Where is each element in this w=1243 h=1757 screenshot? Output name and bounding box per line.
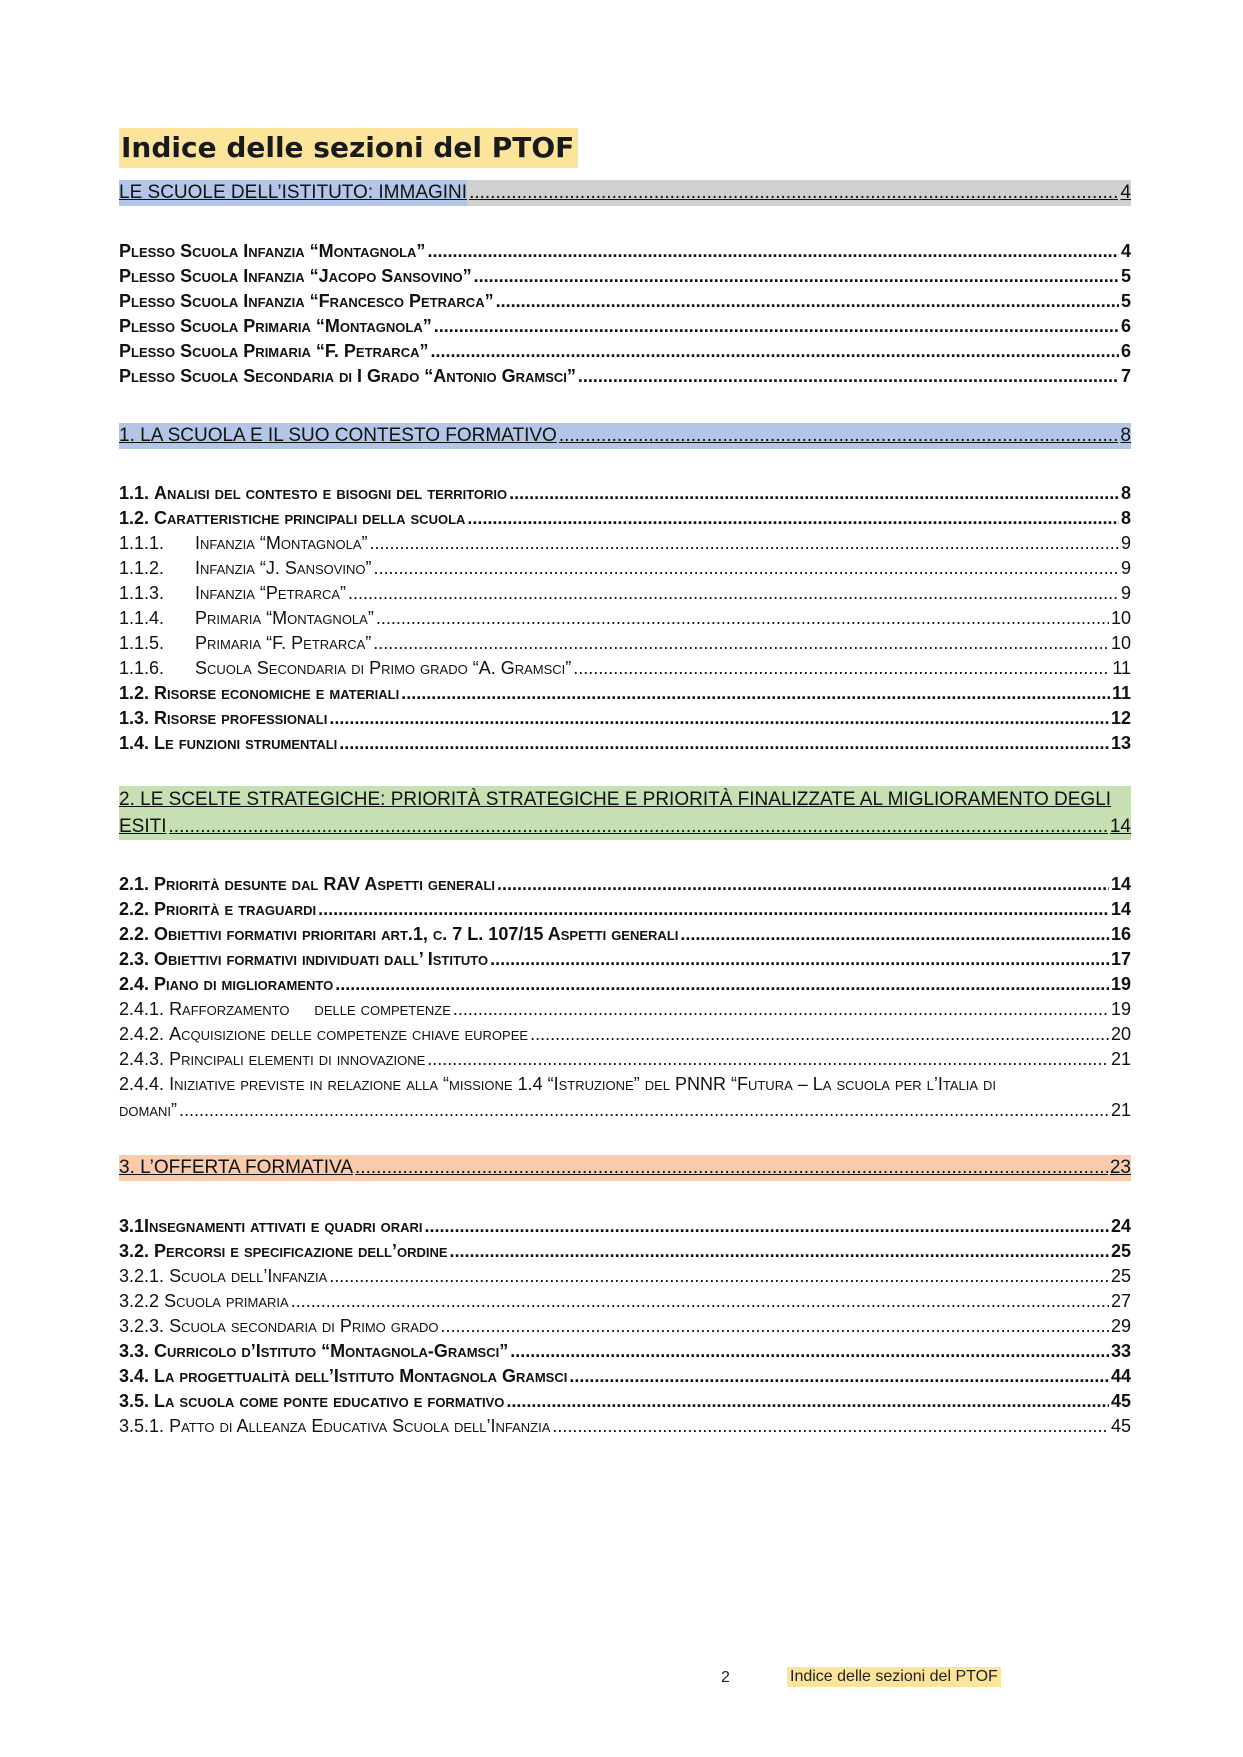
toc-entry-number: 1.1.4. bbox=[119, 608, 165, 628]
toc-leader bbox=[348, 580, 1119, 606]
toc-entry-number: 1.2. bbox=[119, 683, 150, 703]
toc-leader bbox=[510, 1338, 1109, 1364]
toc-entry-number: 2.3. bbox=[119, 949, 150, 969]
toc-page-number: 16 bbox=[1110, 924, 1131, 944]
toc-leader bbox=[496, 288, 1119, 314]
toc-entry[interactable] bbox=[119, 1238, 1131, 1264]
toc-page-number: 13 bbox=[1110, 733, 1131, 753]
toc-entry[interactable] bbox=[119, 1213, 1131, 1239]
toc-entry[interactable] bbox=[119, 730, 1131, 756]
footer-page-number: 2 bbox=[721, 1669, 730, 1686]
toc-section-1[interactable] bbox=[119, 423, 1131, 449]
toc-section-title: 3. L’OFFERTA FORMATIVA bbox=[119, 1157, 354, 1178]
toc-entry[interactable] bbox=[119, 1071, 1131, 1125]
toc-leader bbox=[329, 705, 1109, 731]
toc-entry[interactable] bbox=[119, 630, 1131, 656]
toc-leader bbox=[530, 1021, 1109, 1047]
toc-page-number: 12 bbox=[1110, 708, 1131, 728]
toc-page-number: 6 bbox=[1120, 316, 1131, 336]
toc-entry[interactable] bbox=[119, 338, 1131, 364]
toc-page-number: 5 bbox=[1120, 291, 1131, 311]
toc-page-number: 4 bbox=[1120, 182, 1131, 203]
toc-leader bbox=[552, 1413, 1109, 1439]
toc-entry-number: 2.4.1. bbox=[119, 999, 165, 1019]
toc-entry-number: 2.2. bbox=[119, 899, 150, 919]
toc-entry[interactable] bbox=[119, 1388, 1131, 1414]
toc-entry-title-cont: domani” bbox=[119, 1100, 177, 1120]
toc-entry-title: Scuola secondaria di Primo grado bbox=[169, 1316, 439, 1336]
toc-entry-number: 2.4. bbox=[119, 974, 150, 994]
toc-entry-number: 2.4.2. bbox=[119, 1024, 165, 1044]
toc-leader bbox=[569, 1363, 1109, 1389]
toc-entry[interactable] bbox=[119, 288, 1131, 314]
toc-entry[interactable] bbox=[119, 1263, 1131, 1289]
toc-page-number: 27 bbox=[1110, 1291, 1131, 1311]
toc-entry[interactable] bbox=[119, 555, 1131, 581]
toc-leader bbox=[179, 1097, 1109, 1123]
toc-entry-title: Priorità desunte dal RAV Aspetti generali bbox=[154, 874, 496, 894]
toc-entry-title: Analisi del contesto e bisogni del territorio bbox=[154, 483, 508, 503]
toc-entry[interactable] bbox=[119, 605, 1131, 631]
toc-page-number: 33 bbox=[1110, 1341, 1131, 1361]
toc-leader bbox=[497, 871, 1109, 897]
toc-leader bbox=[169, 813, 1108, 840]
toc-entry-title: Scuola Secondaria di Primo grado “A. Gramsci” bbox=[195, 658, 572, 678]
toc-entry[interactable] bbox=[119, 680, 1131, 706]
toc-leader bbox=[370, 530, 1119, 556]
toc-entry-number: 1.1. bbox=[119, 483, 150, 503]
toc-leader bbox=[509, 480, 1119, 506]
toc-page-number: 24 bbox=[1110, 1216, 1131, 1236]
toc-entry-title: Percorsi e specificazione dell’ordine bbox=[154, 1241, 448, 1261]
toc-section-3[interactable] bbox=[119, 1155, 1131, 1181]
toc-entry-number: 3.5. bbox=[119, 1391, 150, 1411]
toc-section-title: 1. LA SCUOLA E IL SUO CONTESTO FORMATIVO bbox=[119, 425, 557, 446]
toc-entry-title: Obiettivi formativi prioritari art.1, c. 7 L. 107/15 Aspetti generali bbox=[154, 924, 679, 944]
toc-entry-title: Principali elementi di innovazione bbox=[169, 1049, 426, 1069]
toc-page-number: 9 bbox=[1120, 583, 1131, 603]
toc-leader bbox=[401, 680, 1110, 706]
toc-entry-number: 1.1.3. bbox=[119, 583, 165, 603]
toc-entry[interactable] bbox=[119, 1338, 1131, 1364]
toc-entry-title: Plesso Scuola Secondaria di I Grado “Antonio Gramsci” bbox=[119, 366, 576, 386]
toc-entry-title: La progettualità dell’Istituto Montagnola Gramsci bbox=[154, 1366, 568, 1386]
toc-entry-number: 3.5.1. bbox=[119, 1416, 165, 1436]
toc-page-number: 8 bbox=[1120, 425, 1131, 446]
toc-entry-number: 2.4.4. bbox=[119, 1074, 165, 1094]
toc-page-number: 45 bbox=[1110, 1416, 1131, 1436]
toc-page-number: 9 bbox=[1120, 558, 1131, 578]
toc-entry-number: 3.4. bbox=[119, 1366, 150, 1386]
toc-entry[interactable] bbox=[119, 896, 1131, 922]
toc-entry-title: Caratteristiche principali della scuola bbox=[154, 508, 466, 528]
toc-page-number: 29 bbox=[1110, 1316, 1131, 1336]
toc-leader bbox=[578, 363, 1119, 389]
toc-entry-title: Obiettivi formativi individuati dall’ Istituto bbox=[154, 949, 489, 969]
toc-leader bbox=[335, 971, 1109, 997]
toc-entry-title: Risorse economiche e materiali bbox=[154, 683, 400, 703]
toc-entry-title: Risorse professionali bbox=[154, 708, 328, 728]
toc-page-number: 5 bbox=[1120, 266, 1131, 286]
toc-page-number: 25 bbox=[1110, 1266, 1131, 1286]
toc-entry-title: Plesso Scuola Primaria “F. Petrarca” bbox=[119, 341, 429, 361]
toc-page-number: 11 bbox=[1112, 658, 1131, 678]
toc-page-number: 14 bbox=[1110, 899, 1131, 919]
toc-entry-number: 3.2.2 bbox=[119, 1291, 160, 1311]
toc-page-number: 25 bbox=[1110, 1241, 1131, 1261]
toc-entry-title: Acquisizione delle competenze chiave europee bbox=[169, 1024, 529, 1044]
toc-entry[interactable] bbox=[119, 655, 1131, 681]
toc-entry-title: Plesso Scuola Primaria “Montagnola” bbox=[119, 316, 432, 336]
toc-entry-title: Primaria “Montagnola” bbox=[195, 608, 374, 628]
toc-entry-number: 1.1.5. bbox=[119, 633, 165, 653]
toc-entry-number: 1.2. bbox=[119, 508, 150, 528]
toc-leader bbox=[318, 896, 1109, 922]
toc-leader bbox=[427, 238, 1119, 264]
toc-entry[interactable] bbox=[119, 1046, 1131, 1072]
toc-leader bbox=[339, 730, 1109, 756]
toc-entry-title: Piano di miglioramento bbox=[154, 974, 334, 994]
toc-leader bbox=[427, 1046, 1109, 1072]
toc-entry[interactable] bbox=[119, 580, 1131, 606]
toc-page-number: 19 bbox=[1110, 999, 1131, 1019]
toc-entry[interactable] bbox=[119, 1413, 1131, 1439]
toc-leader bbox=[440, 1313, 1109, 1339]
toc-leader bbox=[329, 1263, 1109, 1289]
toc-page-number: 21 bbox=[1110, 1100, 1131, 1120]
toc-leader bbox=[430, 338, 1119, 364]
toc-entry-title: Infanzia “Petrarca” bbox=[195, 583, 347, 603]
toc-entry-title: Le funzioni strumentali bbox=[154, 733, 338, 753]
toc-entry[interactable] bbox=[119, 705, 1131, 731]
toc-entry-number: 3.2. bbox=[119, 1241, 150, 1261]
toc-entry-line1 bbox=[119, 1071, 1131, 1097]
toc-entry[interactable] bbox=[119, 1313, 1131, 1339]
toc-leader bbox=[355, 1155, 1108, 1181]
toc-entry[interactable] bbox=[119, 363, 1131, 389]
toc-entry-number: 1.1.6. bbox=[119, 658, 165, 678]
toc-entry-number: 2.4.3. bbox=[119, 1049, 165, 1069]
toc-leader bbox=[291, 1288, 1109, 1314]
toc-leader bbox=[559, 423, 1119, 449]
toc-section-scuole[interactable] bbox=[119, 180, 1131, 206]
toc-page-number: 17 bbox=[1110, 949, 1131, 969]
toc-section-title-line1: 2. LE SCELTE STRATEGICHE: PRIORITÀ STRATEGICHE E PRIORITÀ FINALIZZATE AL MIGLIORAMENTO DEGLI bbox=[119, 789, 1112, 810]
toc-entry-number: 3.1 bbox=[119, 1216, 145, 1236]
toc-entry[interactable] bbox=[119, 530, 1131, 556]
toc-entry-title: Insegnamenti attivati e quadri orari bbox=[144, 1216, 423, 1236]
toc-entry[interactable] bbox=[119, 996, 1131, 1022]
toc-page-number: 44 bbox=[1110, 1366, 1131, 1386]
toc-entry-title: Iniziative previste in relazione alla “missione 1.4 “Istruzione” del PNNR “Futura – La scuola per l’Italia di bbox=[169, 1074, 997, 1094]
toc-entry-number: 1.4. bbox=[119, 733, 150, 753]
toc-entry-number: 2.1. bbox=[119, 874, 150, 894]
toc-leader bbox=[453, 996, 1109, 1022]
toc-entry-title: La scuola come ponte educativo e formativo bbox=[154, 1391, 505, 1411]
toc-leader bbox=[474, 263, 1119, 289]
toc-entry-number: 3.3. bbox=[119, 1341, 150, 1361]
toc-entry-title: Infanzia “J. Sansovino” bbox=[195, 558, 372, 578]
toc-page-number: 14 bbox=[1110, 874, 1131, 894]
toc-leader bbox=[490, 946, 1109, 972]
toc-entry[interactable] bbox=[119, 505, 1131, 531]
toc-page-number: 8 bbox=[1120, 508, 1131, 528]
toc-page-number: 6 bbox=[1120, 341, 1131, 361]
toc-page-number: 4 bbox=[1120, 241, 1131, 261]
toc-entry-title: Infanzia “Montagnola” bbox=[195, 533, 368, 553]
toc-page-number: 11 bbox=[1111, 683, 1131, 703]
toc-entry[interactable] bbox=[119, 238, 1131, 264]
toc-entry[interactable] bbox=[119, 1288, 1131, 1314]
toc-leader bbox=[376, 605, 1109, 631]
toc-page-number: 21 bbox=[1110, 1049, 1131, 1069]
toc-entry[interactable] bbox=[119, 313, 1131, 339]
toc-entry-number: 1.1.1. bbox=[119, 533, 165, 553]
toc-entry-title: Scuola dell’Infanzia bbox=[169, 1266, 328, 1286]
toc-leader bbox=[425, 1213, 1109, 1239]
toc-entry-number: 1.3. bbox=[119, 708, 150, 728]
toc-entry-number: 1.1.2. bbox=[119, 558, 165, 578]
footer-label: Indice delle sezioni del PTOF bbox=[787, 1667, 1001, 1687]
toc-entry[interactable] bbox=[119, 480, 1131, 506]
toc-page-number: 19 bbox=[1110, 974, 1131, 994]
toc-section-title-line2: ESITI bbox=[119, 816, 167, 837]
toc-page-number: 10 bbox=[1110, 608, 1131, 628]
toc-leader bbox=[573, 655, 1110, 681]
toc-page-number: 7 bbox=[1120, 366, 1131, 386]
toc-leader bbox=[506, 1388, 1109, 1414]
toc-page-number: 10 bbox=[1110, 633, 1131, 653]
toc-entry[interactable] bbox=[119, 1021, 1131, 1047]
toc-leader bbox=[469, 180, 1118, 206]
toc-leader bbox=[373, 630, 1109, 656]
toc-leader bbox=[374, 555, 1119, 581]
toc-page-number: 9 bbox=[1120, 533, 1131, 553]
toc-entry[interactable] bbox=[119, 871, 1131, 897]
toc-entry-title: Rafforzamento delle competenze bbox=[169, 999, 451, 1019]
toc-section-2[interactable] bbox=[119, 786, 1131, 840]
toc-leader bbox=[434, 313, 1119, 339]
toc-entry-title: Plesso Scuola Infanzia “Montagnola” bbox=[119, 241, 426, 261]
toc-page-number: 45 bbox=[1110, 1391, 1131, 1411]
toc-entry-title: Curricolo d’Istituto “Montagnola-Gramsci” bbox=[154, 1341, 509, 1361]
page-title: Indice delle sezioni del PTOF bbox=[119, 128, 578, 168]
toc-entry-title: Primaria “F. Petrarca” bbox=[195, 633, 372, 653]
toc-section-title: LE SCUOLE DELL’ISTITUTO: IMMAGINI bbox=[119, 180, 467, 206]
toc-page-number: 8 bbox=[1120, 483, 1131, 503]
toc-entry-line2 bbox=[119, 1097, 1131, 1123]
toc-entry-title: Priorità e traguardi bbox=[154, 899, 317, 919]
toc-entry-title: Plesso Scuola Infanzia “Jacopo Sansovino” bbox=[119, 266, 472, 286]
toc-entry-title: Patto di Alleanza Educativa Scuola dell’Infanzia bbox=[169, 1416, 551, 1436]
toc-leader bbox=[680, 921, 1109, 947]
toc-entry-title: Plesso Scuola Infanzia “Francesco Petrarca” bbox=[119, 291, 494, 311]
toc-page-number: 20 bbox=[1110, 1024, 1131, 1044]
toc-entry[interactable] bbox=[119, 971, 1131, 997]
toc-entry[interactable] bbox=[119, 946, 1131, 972]
toc-entry[interactable] bbox=[119, 1363, 1131, 1389]
toc-page-number: 23 bbox=[1109, 1157, 1131, 1178]
toc-entry-title: Scuola primaria bbox=[164, 1291, 289, 1311]
toc-entry-number: 2.2. bbox=[119, 924, 150, 944]
toc-entry-number: 3.2.3. bbox=[119, 1316, 165, 1336]
toc-entry[interactable] bbox=[119, 921, 1131, 947]
toc-entry[interactable] bbox=[119, 263, 1131, 289]
toc-page-number: 14 bbox=[1109, 816, 1131, 837]
toc-leader bbox=[450, 1238, 1109, 1264]
toc-entry-number: 3.2.1. bbox=[119, 1266, 165, 1286]
toc-leader bbox=[467, 505, 1119, 531]
